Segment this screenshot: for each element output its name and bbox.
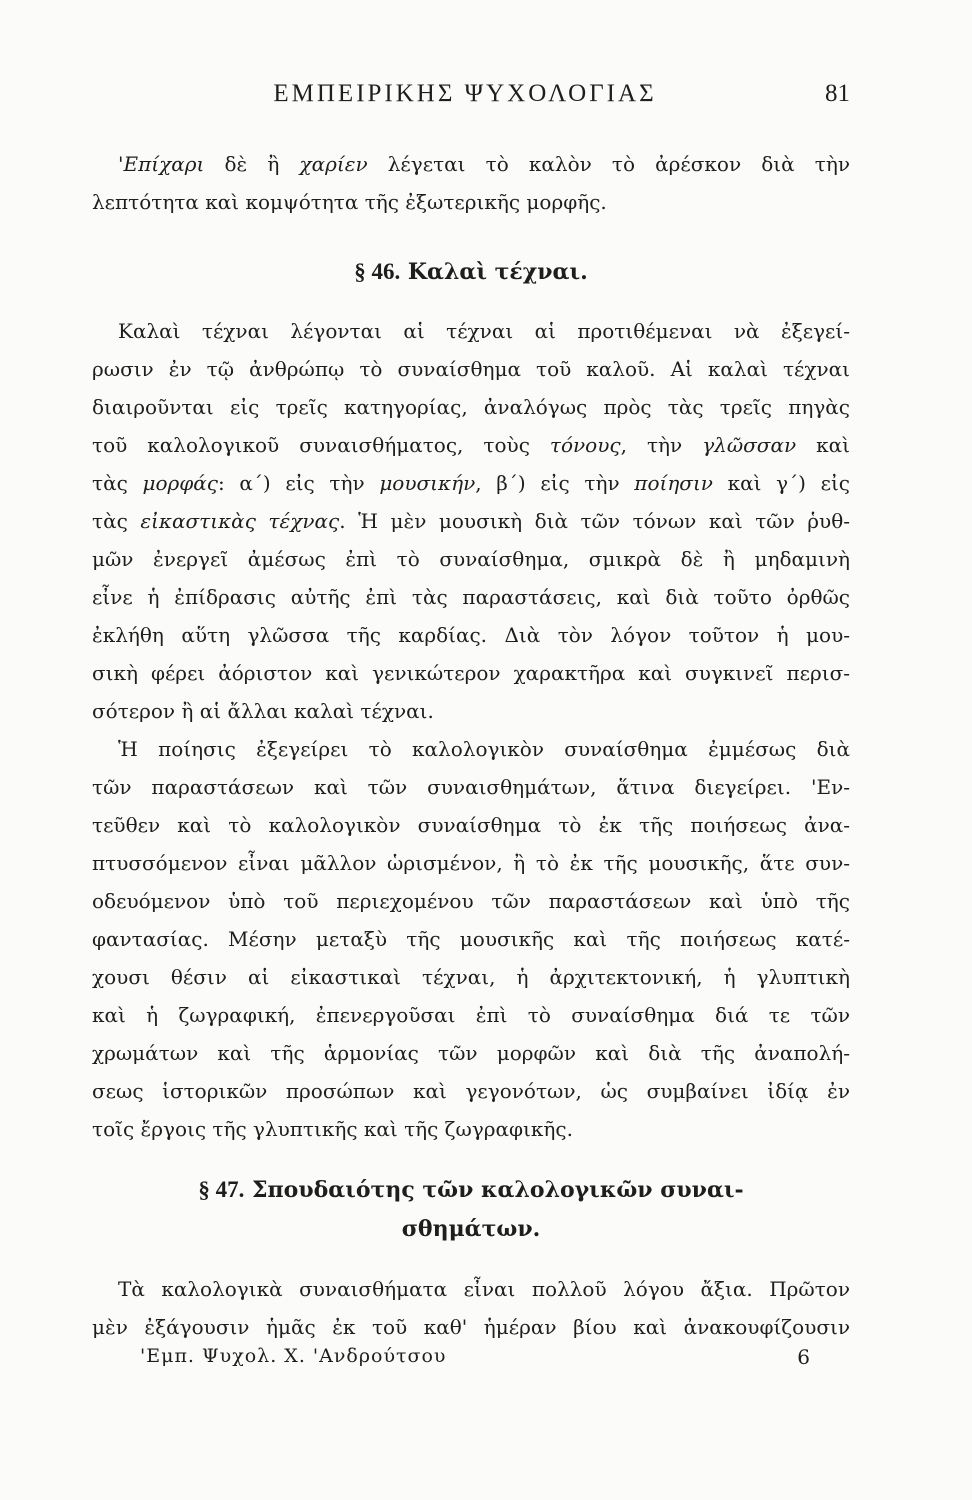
body-line: οδευόμενον ὑπὸ τοῦ περιεχομένου τῶν παραστάσεων καὶ ὑπὸ τῆς [92, 889, 850, 913]
section-title-continued: σθημάτων. [401, 1216, 541, 1242]
text-run: τὰς [92, 509, 141, 533]
page-footer [140, 1345, 810, 1375]
text-run: εἰκαστικὰς τέχνας [140, 509, 340, 533]
body-line [92, 469, 850, 497]
body-line: σεως ἱστορικῶν προσώπων καὶ γεγονότων, ὡς συμβαίνει ἰδίᾳ ἐν [92, 1079, 850, 1103]
text-run: : α΄) εἰς τὴν [217, 471, 380, 495]
running-title: ΕΜΠΕΙΡΙΚΗΣ ΨΥΧΟΛΟΓΙΑΣ [273, 80, 657, 107]
body-line: ρωσιν ἐν τῷ ἀνθρώπῳ τὸ συναίσθημα τοῦ καλοῦ. Αἱ καλαὶ τέχναι [92, 357, 850, 381]
body-line: χουσι θέσιν αἱ εἰκαστικαὶ τέχναι, ἡ ἀρχιτεκτονική, ἡ γλυπτικὴ [92, 965, 850, 989]
body-line: διαιροῦνται εἰς τρεῖς κατηγορίας, ἀναλόγως πρὸς τὰς τρεῖς πηγὰς [92, 395, 850, 419]
page-header [80, 80, 850, 120]
section-heading-47-continued [92, 1212, 850, 1246]
text-run: μορφάς [142, 471, 218, 495]
text-run: τὰς [92, 471, 143, 495]
section-heading-46 [92, 255, 850, 289]
text-run: τοῦ καλολογικοῦ συναισθήματος, τοὺς [92, 433, 550, 457]
text-run: τόνους [549, 433, 621, 457]
section-number: § 47. [198, 1177, 245, 1202]
text-run: λέγεται τὸ καλὸν τὸ ἀρέσκον διὰ τὴν [367, 152, 850, 176]
intro-line [92, 150, 850, 178]
section-title: Καλαὶ τέχναι. [407, 259, 588, 285]
text-run: καὶ [796, 433, 850, 457]
page-number: 81 [825, 80, 850, 107]
body-line: Ἡ ποίησις ἐξεγείρει τὸ καλολογικὸν συναίσθημα ἐμμέσως διὰ [118, 737, 850, 761]
body-line: Τὰ καλολογικὰ συναισθήματα εἶναι πολλοῦ λόγου ἄξια. Πρῶτον [118, 1277, 850, 1301]
body-line: μῶν ἐνεργεῖ ἀμέσως ἐπὶ τὸ συναίσθημα, σμικρὰ δὲ ἢ μηδαμινὴ [92, 547, 850, 571]
body-line [92, 431, 850, 459]
text-run: μουσικήν [379, 471, 476, 495]
text-run: ποίησιν [634, 471, 713, 495]
text-run: δὲ ἢ [204, 152, 300, 176]
body-line [92, 507, 850, 535]
text-run: γλῶσσαν [702, 433, 797, 457]
text-run: 'Επίχαρι [118, 152, 205, 176]
body-line: εἶνε ἡ ἐπίδρασις αὐτῆς ἐπὶ τὰς παραστάσεις, καὶ διὰ τοῦτο ὀρθῶς [92, 585, 850, 609]
text-run: . Ἡ μὲν μουσικὴ διὰ τῶν τόνων καὶ τῶν ῥυθ- [339, 509, 850, 533]
body-line: τοῖς ἔργοις τῆς γλυπτικῆς καὶ τῆς ζωγραφικῆς. [92, 1117, 573, 1141]
signature-number: 6 [797, 1345, 810, 1369]
body-line: ἐκλήθη αὕτη γλῶσσα τῆς καρδίας. Διὰ τὸν λόγον τοῦτον ἡ μου- [92, 623, 850, 647]
body-line: σότερον ἢ αἱ ἄλλαι καλαὶ τέχναι. [92, 699, 434, 723]
body-line: πτυσσόμενον εἶναι μᾶλλον ὡρισμένον, ἢ τὸ ἐκ τῆς μουσικῆς, ἅτε συν- [92, 851, 850, 875]
body-line: τῶν παραστάσεων καὶ τῶν συναισθημάτων, ἅτινα διεγείρει. 'Εν- [92, 775, 850, 799]
section-heading-47 [92, 1173, 850, 1207]
body-line: Καλαὶ τέχναι λέγονται αἱ τέχναι αἱ προτιθέμεναι νὰ ἐξεγεί- [118, 319, 850, 343]
body-line: σικὴ φέρει ἀόριστον καὶ γενικώτερον χαρακτῆρα καὶ συγκινεῖ περισ- [92, 661, 850, 685]
text-run: , β΄) εἰς τὴν [475, 471, 635, 495]
section-title: Σπουδαιότης τῶν καλολογικῶν συναι- [252, 1177, 744, 1203]
body-line: φαντασίας. Μέσην μεταξὺ τῆς μουσικῆς καὶ τῆς ποιήσεως κατέ- [92, 927, 850, 951]
body-line: χρωμάτων καὶ τῆς ἁρμονίας τῶν μορφῶν καὶ διὰ τῆς ἀναπολή- [92, 1041, 850, 1065]
printer-signature: 'Εμπ. Ψυχολ. Χ. 'Ανδρούτσου [140, 1345, 447, 1367]
intro-line: λεπτότητα καὶ κομψότητα τῆς ἐξωτερικῆς μορφῆς. [92, 190, 607, 214]
text-run: χαρίεν [299, 152, 368, 176]
body-line: τεῦθεν καὶ τὸ καλολογικὸν συναίσθημα τὸ ἐκ τῆς ποιήσεως ἀνα- [92, 813, 850, 837]
body-line: μὲν ἐξάγουσιν ἡμᾶς ἐκ τοῦ καθ' ἡμέραν βίου καὶ ἀνακουφίζουσιν [92, 1315, 850, 1339]
text-run: καὶ γ΄) εἰς [712, 471, 850, 495]
text-run: , τὴν [620, 433, 703, 457]
section-number: § 46. [354, 259, 401, 284]
body-line: καὶ ἡ ζωγραφική, ἐπενεργοῦσαι ἐπὶ τὸ συναίσθημα διά τε τῶν [92, 1003, 850, 1027]
